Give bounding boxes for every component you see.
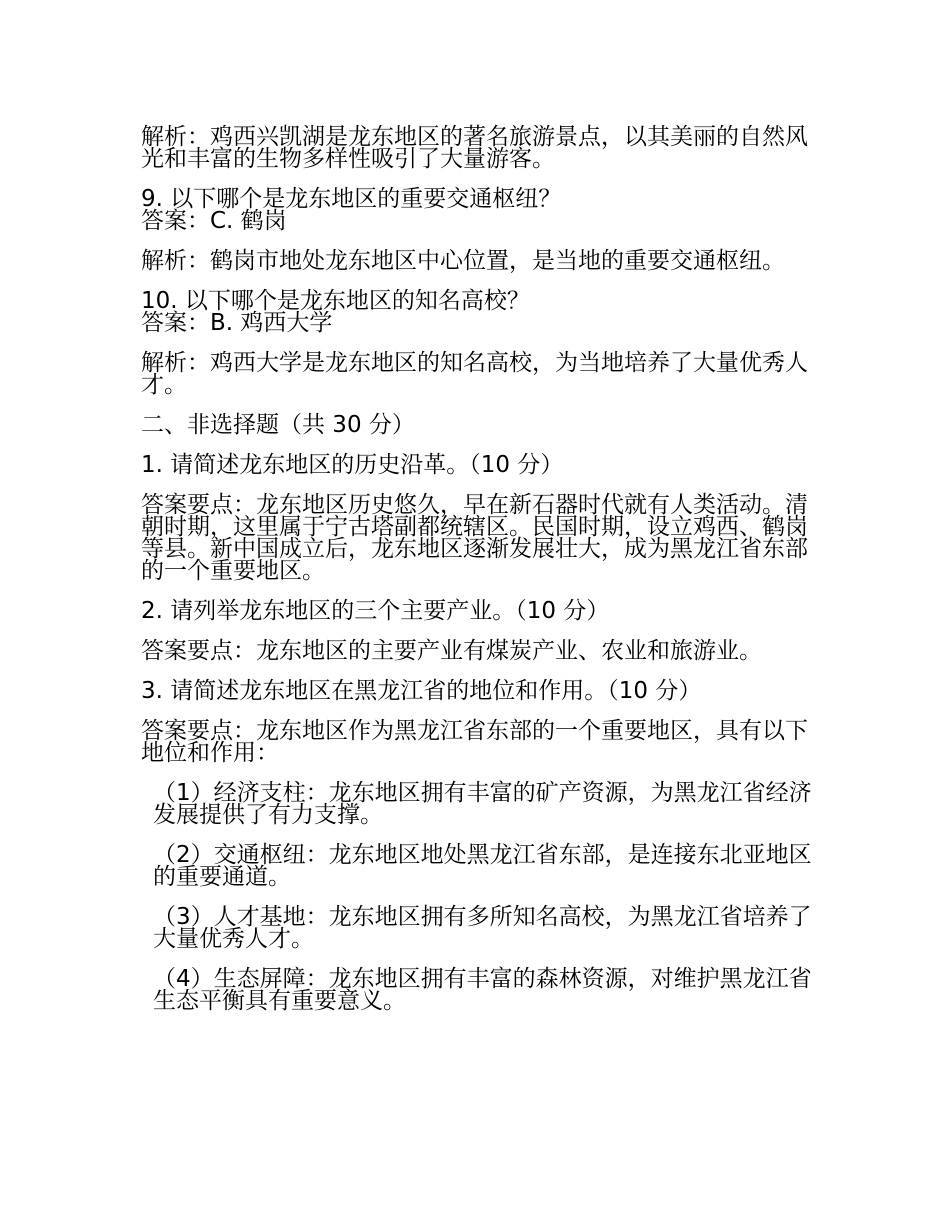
document-page xyxy=(141,126,817,1030)
section-heading: 二、非选择题（共 30 分） xyxy=(141,412,415,438)
answer-point-3: （3）人才基地：龙东地区拥有多所知名高校，为黑龙江省培养了大量优秀人才。 xyxy=(153,904,812,952)
question-10: 10. 以下哪个是龙东地区的知名高校？ xyxy=(141,288,530,314)
non-choice-question-3: 3. 请简述龙东地区在黑龙江省的地位和作用。（10 分） xyxy=(141,678,702,704)
answer-point-2: （2）交通枢纽：龙东地区地处黑龙江省东部，是连接东北亚地区的重要通道。 xyxy=(153,842,812,890)
non-choice-question-2: 2. 请列举龙东地区的三个主要产业。（10 分） xyxy=(141,598,610,624)
question-9: 9. 以下哪个是龙东地区的重要交通枢纽？ xyxy=(141,186,562,212)
answer-point-1: （1）经济支柱：龙东地区拥有丰富的矿产资源，为黑龙江省经济发展提供了有力支撑。 xyxy=(153,780,812,828)
analysis-paragraph: 解析：鸡西大学是龙东地区的知名高校，为当地培养了大量优秀人才。 xyxy=(141,350,808,398)
non-choice-question-1: 1. 请简述龙东地区的历史沿革。（10 分） xyxy=(141,452,564,478)
answer-point-4: （4）生态屏障：龙东地区拥有丰富的森林资源，对维护黑龙江省生态平衡具有重要意义。 xyxy=(153,966,812,1014)
analysis-paragraph: 解析：鸡西兴凯湖是龙东地区的著名旅游景点，以其美丽的自然风光和丰富的生物多样性吸引了大量游客。 xyxy=(141,124,808,172)
non-choice-answer-1: 答案要点：龙东地区历史悠久，早在新石器时代就有人类活动。清朝时期，这里属于宁古塔副都统辖区。民国时期，设立鸡西、鹤岗等县。新中国成立后，龙东地区逐渐发展壮大，成为黑龙江省东部的一个重要地区。 xyxy=(141,492,808,584)
non-choice-answer-2: 答案要点：龙东地区的主要产业有煤炭产业、农业和旅游业。 xyxy=(141,638,762,664)
answer-10: 答案：B. 鸡西大学 xyxy=(141,310,333,336)
answer-9: 答案：C. 鹤岗 xyxy=(141,208,287,234)
non-choice-answer-3: 答案要点：龙东地区作为黑龙江省东部的一个重要地区，具有以下地位和作用： xyxy=(141,718,808,766)
analysis-paragraph: 解析：鹤岗市地处龙东地区中心位置，是当地的重要交通枢纽。 xyxy=(141,248,785,274)
